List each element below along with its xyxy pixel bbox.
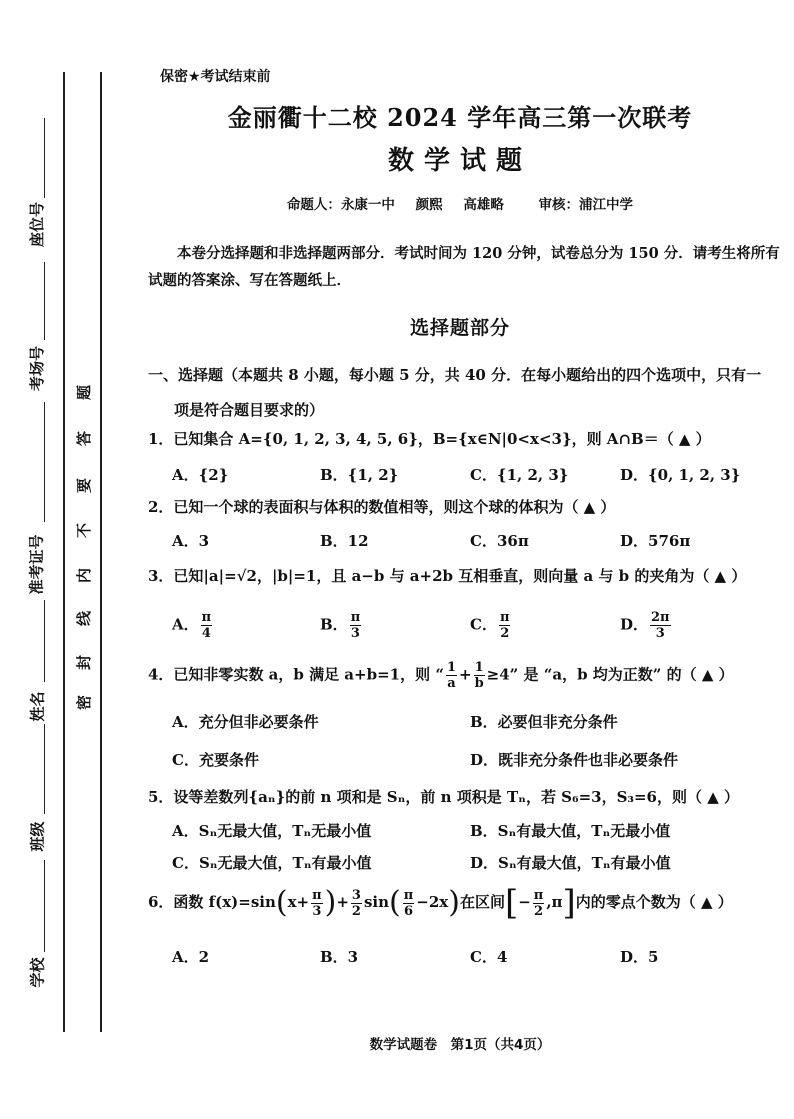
q2-option-d: D．576π bbox=[620, 532, 691, 550]
q4-option-a: A．充分但非必要条件 bbox=[172, 713, 319, 731]
class-line bbox=[44, 724, 45, 814]
page-footer: 数学试题卷 第1页（共4页） bbox=[369, 1037, 551, 1053]
setter-name-1: 颜熙 bbox=[415, 197, 443, 213]
seat-line bbox=[44, 118, 45, 198]
exam-id-line bbox=[44, 402, 45, 522]
q2-option-b: B．12 bbox=[320, 532, 369, 550]
q1-option-a: A．{2} bbox=[172, 466, 229, 484]
seal-char: 密 bbox=[75, 694, 94, 711]
seat-label: 座位号 bbox=[28, 201, 47, 248]
abs-a: |a| bbox=[203, 567, 225, 585]
q1-option-b: B．{1, 2} bbox=[320, 466, 399, 484]
setter-name-2: 高雄略 bbox=[463, 197, 504, 213]
room-label: 考场号 bbox=[28, 345, 47, 392]
fraction: $\frac{1}{b}$ bbox=[474, 660, 484, 691]
fraction: $\frac{\pi}{3}$ bbox=[312, 887, 322, 919]
name-line bbox=[44, 600, 45, 682]
section-line-1: 一、选择题（本题共 8 小题，每小题 5 分，共 40 分．在每小题给出的四个选项中，只有一 bbox=[148, 366, 762, 384]
confidential-mark: 保密★考试结束前 bbox=[160, 69, 271, 85]
q6-option-a: A．2 bbox=[172, 948, 210, 966]
q5-option-a: A．Sₙ无最大值，Tₙ无最小值 bbox=[172, 822, 372, 840]
seal-char: 封 bbox=[75, 654, 94, 671]
fraction: $\frac{1}{a}$ bbox=[446, 660, 456, 691]
name-label: 姓名 bbox=[28, 691, 47, 722]
fraction: $\frac{\pi}{2}$ bbox=[533, 887, 544, 919]
seal-char: 要 bbox=[75, 477, 94, 494]
exam-subtitle: 数学试题 bbox=[387, 146, 532, 176]
section-line-2: 项是符合题目要求的） bbox=[174, 401, 325, 419]
q6-option-b: B．3 bbox=[320, 948, 359, 966]
paren: ) bbox=[448, 885, 460, 920]
school-line bbox=[44, 860, 45, 952]
fraction: $\frac{\pi}{2}$ bbox=[499, 610, 510, 641]
question-2: 2．已知一个球的表面积与体积的数值相等，则这个球的体积为（ ▲ ） bbox=[148, 498, 616, 516]
q3-option-a: A． $\frac{\pi}{4}$ bbox=[172, 610, 212, 641]
exam-title: 金丽衢十二校 2024 学年高三第一次联考 bbox=[227, 103, 693, 132]
q3-option-b: B． $\frac{\pi}{3}$ bbox=[320, 610, 361, 641]
fraction: $\frac{\pi}{6}$ bbox=[403, 887, 414, 919]
paren: ( bbox=[275, 885, 288, 920]
bracket: ] bbox=[562, 883, 576, 923]
question-3: 3．已知|a|=√2，|b|=1，且 a−b 与 a+2b 互相垂直，则向量 a 与 b 的夹角为（ ▲ ） bbox=[148, 567, 747, 585]
q3-option-c: C． $\frac{\pi}{2}$ bbox=[470, 610, 510, 641]
q5-option-b: B．Sₙ有最大值，Tₙ无最小值 bbox=[470, 822, 671, 840]
seal-char: 答 bbox=[75, 430, 94, 447]
q6-option-c: C．4 bbox=[470, 948, 508, 966]
part-title: 选择题部分 bbox=[409, 317, 510, 339]
class-label: 班级 bbox=[28, 821, 47, 852]
paren: ) bbox=[324, 885, 337, 920]
bracket: [ bbox=[504, 883, 519, 923]
seal-char: 内 bbox=[75, 567, 94, 584]
section-heading bbox=[148, 358, 782, 428]
q6-option-d: D．5 bbox=[620, 948, 659, 966]
q5-option-c: C．Sₙ无最大值，Tₙ有最小值 bbox=[172, 854, 372, 872]
authors-line bbox=[150, 193, 770, 213]
fraction: $\frac{\pi}{3}$ bbox=[350, 610, 361, 641]
q1-option-c: C．{1, 2, 3} bbox=[470, 466, 569, 484]
q4-option-d: D．既非充分条件也非必要条件 bbox=[470, 751, 679, 769]
seal-char: 线 bbox=[75, 610, 94, 627]
fraction: $\frac{3}{2}$ bbox=[351, 887, 361, 919]
question-6: 6．函数 f(x)=sin(x+ $\frac{\pi}{3}$ )+ $\frac{3}{2}$ sin( $\frac{\pi}{6}$ −2x)在区间[− $\frac{\pi}{2}$ ,π]内的零点个数为（ ▲ ） bbox=[148, 883, 733, 923]
paren: ( bbox=[389, 885, 401, 920]
seal-char: 题 bbox=[75, 384, 94, 401]
q1-option-d: D．{0, 1, 2, 3} bbox=[620, 466, 741, 484]
q2-option-c: C．36π bbox=[470, 532, 529, 550]
binding-line-outer bbox=[63, 72, 65, 1032]
instructions: 本卷分选择题和非选择题两部分．考试时间为 120 分钟，试卷总分为 150 分．请考生将所有试题的答案涂、写在答题纸上． bbox=[148, 245, 780, 289]
question-4: 4．已知非零实数 a，b 满足 a+b=1，则 “ $\frac{1}{a}$ + $\frac{1}{b}$ ≥4” 是 “a，b 均为正数” 的（ ▲ ） bbox=[148, 660, 734, 691]
exam-id-label: 准考证号 bbox=[27, 534, 46, 595]
school-label: 学校 bbox=[28, 957, 47, 988]
room-line bbox=[44, 262, 45, 340]
binding-line-inner bbox=[100, 72, 102, 1032]
q4-option-b: B．必要但非充分条件 bbox=[470, 713, 618, 731]
abs-b: |b| bbox=[271, 567, 294, 585]
seal-char: 不 bbox=[75, 522, 94, 539]
question-5: 5．设等差数列{aₙ}的前 n 项和是 Sₙ，前 n 项积是 Tₙ，若 S₆=3，S₃=6，则（ ▲ ） bbox=[148, 788, 739, 806]
q2-option-a: A．3 bbox=[172, 532, 210, 550]
question-1: 1．已知集合 A={0, 1, 2, 3, 4, 5, 6}，B={x∈N|0<x<3}，则 A∩B＝（ ▲ ） bbox=[148, 430, 711, 448]
q4-option-c: C．充要条件 bbox=[172, 751, 259, 769]
q3-option-d: D． $\frac{2\pi}{3}$ bbox=[620, 610, 670, 641]
fraction: $\frac{2\pi}{3}$ bbox=[651, 610, 670, 641]
q5-option-d: D．Sₙ有最大值，Tₙ有最小值 bbox=[470, 854, 671, 872]
reviewer: 审核：浦江中学 bbox=[538, 197, 634, 213]
setter: 命题人：永康一中 bbox=[286, 197, 395, 213]
fraction: $\frac{\pi}{4}$ bbox=[201, 610, 212, 641]
